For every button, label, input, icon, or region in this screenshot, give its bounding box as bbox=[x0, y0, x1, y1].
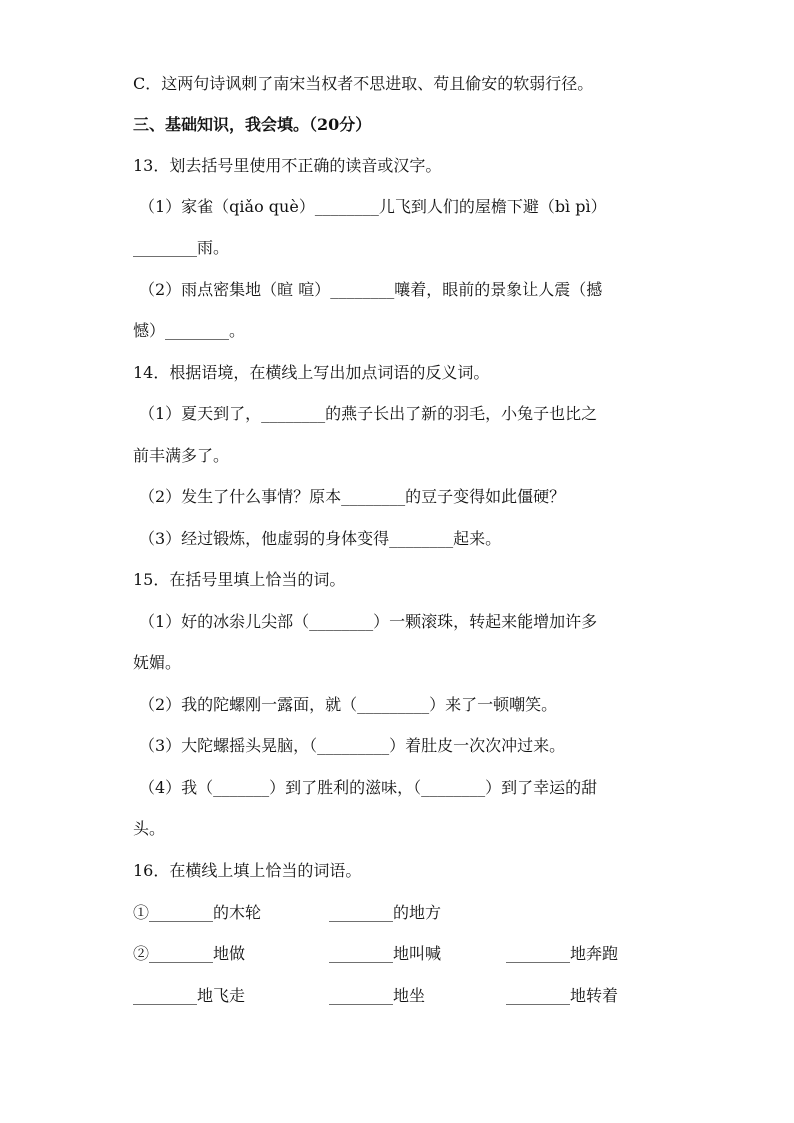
q16-blank-r2c3: ________地奔跑 bbox=[506, 944, 619, 963]
question-15-title: 15．在括号里填上恰当的词。 bbox=[133, 570, 346, 589]
q14-item-1-line-2: 前丰满多了。 bbox=[133, 446, 230, 465]
q15-item-1-line-1: （1）好的冰尜儿尖部（________）一颗滚珠，转起来能增加许多 bbox=[139, 612, 598, 631]
q15-item-4-line-1: （4）我（_______）到了胜利的滋味，（________）到了幸运的甜 bbox=[139, 778, 598, 797]
section-heading: 三、基础知识，我会填。（20分） bbox=[133, 115, 372, 134]
question-16-title: 16．在横线上填上恰当的词语。 bbox=[133, 861, 362, 880]
q15-item-1-line-2: 妩媚。 bbox=[133, 653, 182, 672]
option-c-text: C．这两句诗讽刺了南宋当权者不思进取、苟且偷安的软弱行径。 bbox=[133, 74, 594, 93]
q14-item-3: （3）经过锻炼，他虚弱的身体变得________起来。 bbox=[139, 529, 502, 548]
q15-item-3: （3）大陀螺摇头晃脑，（_________）着肚皮一次次冲过来。 bbox=[139, 736, 566, 755]
q13-item-1-line-1: （1）家雀（qiǎo què）________儿飞到人们的屋檐下避（bì pì） bbox=[139, 197, 607, 216]
q13-item-2-line-2: 憾）________。 bbox=[133, 321, 246, 340]
q16-blank-r1c1: ①________的木轮 bbox=[133, 903, 262, 922]
question-13-title: 13．划去括号里使用不正确的读音或汉字。 bbox=[133, 156, 442, 175]
q13-item-2-line-1: （2）雨点密集地（暄 喧）________嚷着，眼前的景象让人震（撼 bbox=[139, 280, 603, 299]
q16-blank-r2c1: ②________地做 bbox=[133, 944, 246, 963]
q14-item-2: （2）发生了什么事情？原本________的豆子变得如此僵硬？ bbox=[139, 487, 566, 506]
q13-item-1-line-2: ________雨。 bbox=[133, 238, 230, 257]
q16-blank-r1c2: ________的地方 bbox=[329, 903, 442, 922]
q16-blank-r3c2: ________地坐 bbox=[329, 986, 426, 1005]
q16-blank-r2c2: ________地叫喊 bbox=[329, 944, 442, 963]
q15-item-2: （2）我的陀螺刚一露面，就（_________）来了一顿嘲笑。 bbox=[139, 695, 558, 714]
question-14-title: 14．根据语境，在横线上写出加点词语的反义词。 bbox=[133, 363, 490, 382]
q16-blank-r3c1: ________地飞走 bbox=[133, 986, 246, 1005]
q16-blank-r3c3: ________地转着 bbox=[506, 986, 619, 1005]
q15-item-4-line-2: 头。 bbox=[133, 819, 166, 838]
q14-item-1-line-1: （1）夏天到了，________的燕子长出了新的羽毛，小兔子也比之 bbox=[139, 404, 598, 423]
